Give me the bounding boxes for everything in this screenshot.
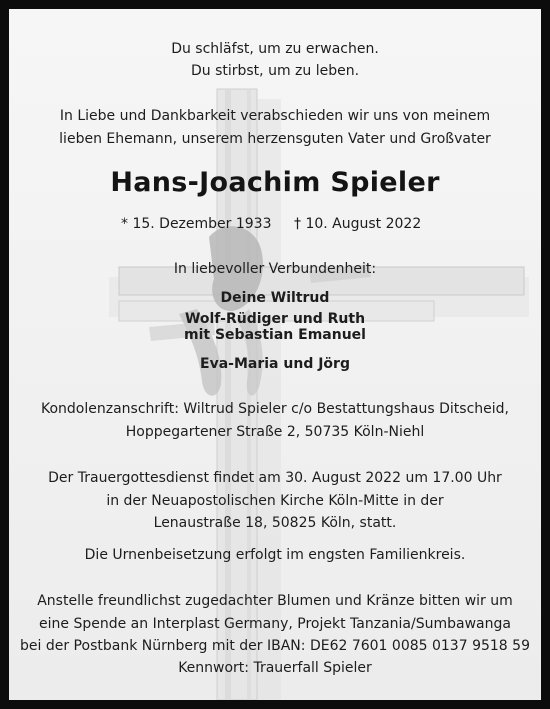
donation-line-2: eine Spende an Interplast Germany, Projekt Tanzania/Sumbawanga	[39, 616, 511, 632]
service-line-3: Lenaustraße 18, 50825 Köln, statt.	[153, 515, 397, 531]
mourner-sebastian: mit Sebastian Emanuel	[184, 327, 366, 343]
burial-note: Die Urnenbeisetzung erfolgt im engsten Familienkreis.	[84, 547, 466, 563]
mourner-wolf-ruediger-ruth: Wolf-Rüdiger und Ruth	[184, 311, 366, 327]
service-line-1: Der Trauergottesdienst findet am 30. August 2022 um 17.00 Uhr	[48, 470, 502, 486]
donation-keyword: Kennwort: Trauerfall Spieler	[178, 660, 372, 676]
intro-line-1: In Liebe und Dankbarkeit verabschieden wir uns von meinem	[59, 108, 491, 124]
service-line-2: in der Neuapostolischen Kirche Köln-Mitte in der	[106, 493, 444, 509]
motto-line-2: Du stirbst, um zu leben.	[190, 63, 360, 79]
deceased-name: Hans-Joachim Spieler	[110, 167, 440, 198]
mourners-heading: In liebevoller Verbundenheit:	[173, 261, 377, 277]
donation-iban-line: bei der Postbank Nürnberg mit der IBAN: DE62 7601 0085 0137 9518 59	[20, 638, 530, 654]
death-date: † 10. August 2022	[294, 216, 422, 232]
intro-line-2: lieben Ehemann, unserem herzensguten Vater und Großvater	[59, 131, 491, 147]
motto-line-1: Du schläfst, um zu erwachen.	[171, 41, 379, 57]
mourner-eva-maria-joerg: Eva-Maria und Jörg	[200, 356, 350, 372]
mourner-wiltrud: Deine Wiltrud	[220, 290, 330, 306]
birth-date: * 15. Dezember 1933	[121, 216, 272, 232]
condolence-address-line-2: Hoppegartener Straße 2, 50735 Köln-Niehl	[125, 424, 425, 440]
donation-line-1: Anstelle freundlichst zugedachter Blumen und Kränze bitten wir um	[37, 593, 513, 609]
condolence-address-line-1: Kondolenzanschrift: Wiltrud Spieler c/o Bestattungshaus Ditscheid,	[40, 401, 509, 417]
